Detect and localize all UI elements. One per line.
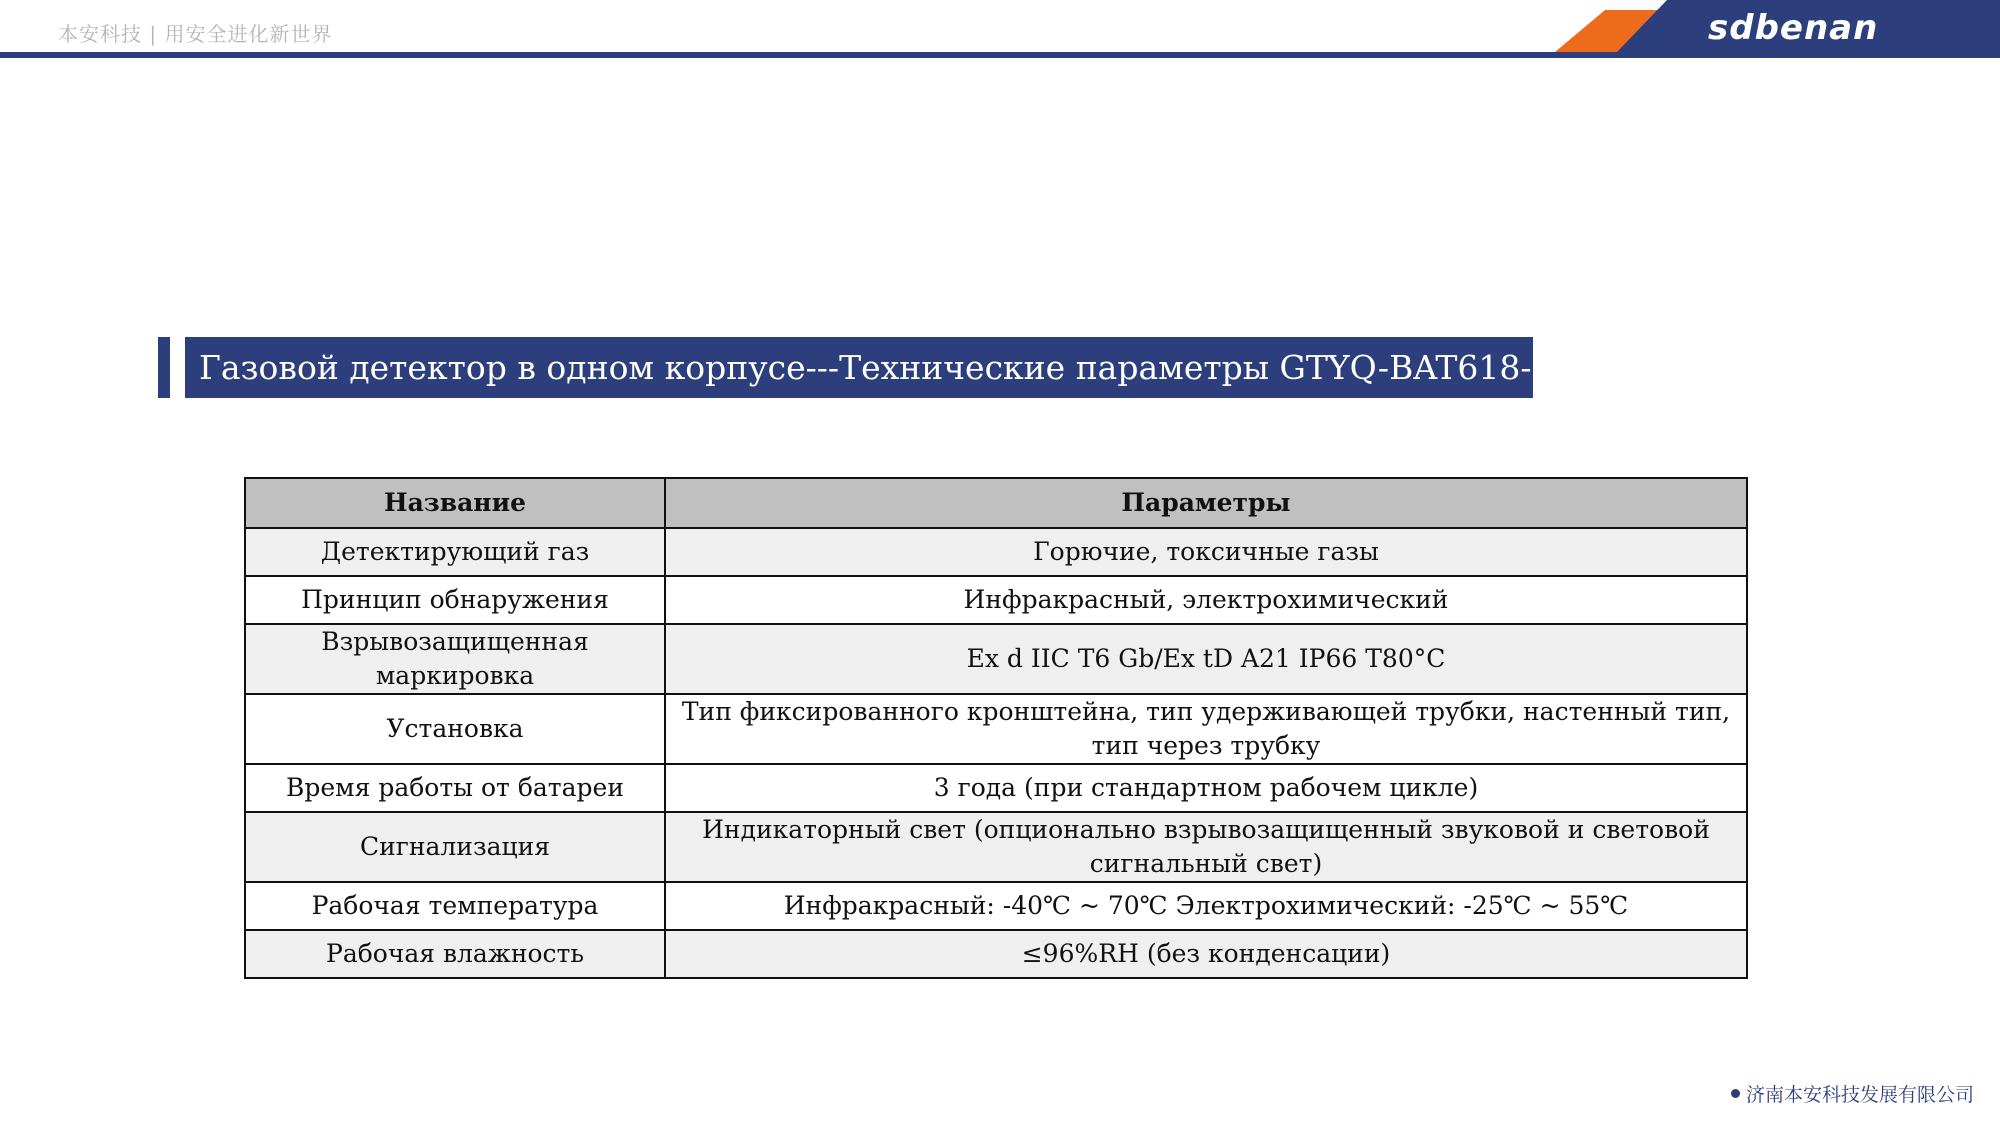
table-row (245, 882, 1747, 930)
row-value-cell: Инфракрасный, электрохимический (665, 576, 1747, 624)
brand-logo-text: sdbenan (1708, 8, 1879, 48)
bullet-dot-icon (1731, 1089, 1740, 1098)
row-value-cell: 3 года (при стандартном рабочем цикле) (665, 764, 1747, 812)
row-name-cell: Детектирующий газ (245, 528, 665, 576)
page-title: Газовой детектор в одном корпусе---Технические параметры GTYQ-BAT618-E (199, 348, 1556, 387)
header-slogan: 本安科技 | 用安全进化新世界 (58, 22, 333, 46)
top-header (0, 0, 2000, 60)
table-row (245, 930, 1747, 978)
specs-table (244, 477, 1748, 979)
row-value-cell: ≤96%RH (без конденсации) (665, 930, 1747, 978)
table-row (245, 694, 1747, 764)
table-row (245, 576, 1747, 624)
column-header-params: Параметры (665, 478, 1747, 528)
table-row (245, 624, 1747, 694)
row-name-cell: Рабочая температура (245, 882, 665, 930)
row-value-cell: Инфракрасный: -40℃ ~ 70℃ Электрохимический: -25℃ ~ 55℃ (665, 882, 1747, 930)
row-name-cell: Установка (245, 694, 665, 764)
title-accent-bar (158, 337, 170, 398)
table-row (245, 528, 1747, 576)
row-value-cell: Ex d IIC T6 Gb/Ex tD A21 IP66 T80°C (665, 624, 1747, 694)
table-header-row (245, 478, 1747, 528)
row-name-cell: Время работы от батареи (245, 764, 665, 812)
footer-company (1731, 1080, 1974, 1107)
table-row (245, 812, 1747, 882)
row-name-cell: Сигнализация (245, 812, 665, 882)
row-name-cell: Принцип обнаружения (245, 576, 665, 624)
row-name-cell: Взрывозащищенная маркировка (245, 624, 665, 694)
row-value-cell: Горючие, токсичные газы (665, 528, 1747, 576)
row-name-cell: Рабочая влажность (245, 930, 665, 978)
footer-company-name: 济南本安科技发展有限公司 (1745, 1084, 1974, 1106)
table-row (245, 764, 1747, 812)
column-header-name: Название (245, 478, 665, 528)
title-banner (185, 337, 1556, 398)
row-value-cell: Индикаторный свет (опционально взрывозащищенный звуковой и световой сигнальный свет) (665, 812, 1747, 882)
row-value-cell: Тип фиксированного кронштейна, тип удерживающей трубки, настенный тип, тип через трубку (665, 694, 1747, 764)
